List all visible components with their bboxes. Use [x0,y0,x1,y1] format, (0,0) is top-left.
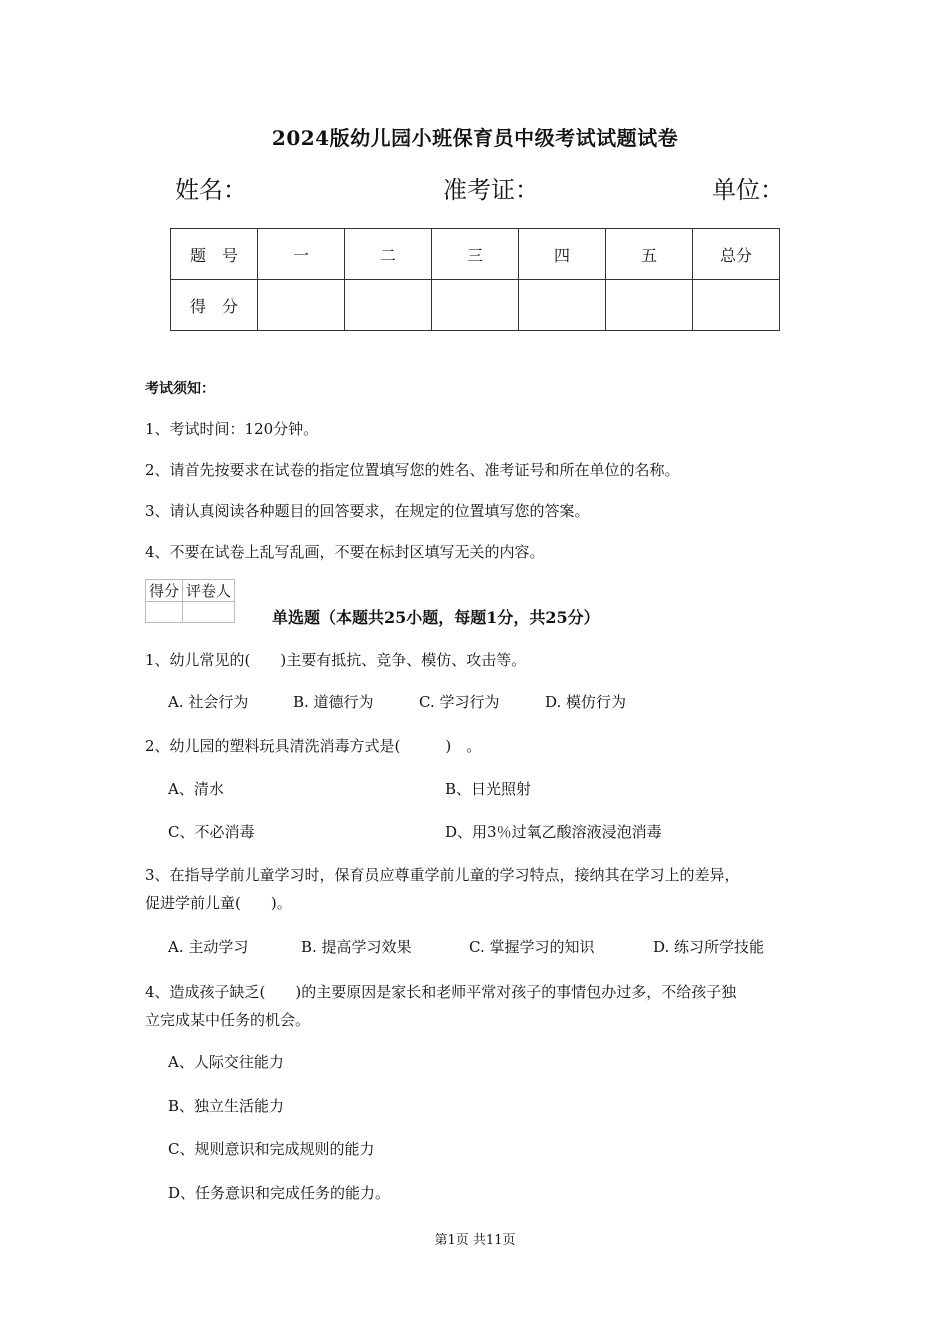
score-header-cell: 四 [519,229,606,280]
question-option[interactable]: D. 练习所学技能 [653,938,765,956]
score-header-cell: 二 [345,229,432,280]
grader-name-label: 评卷人 [183,580,235,602]
question-option[interactable]: B. 道德行为 [293,693,374,711]
notice-heading: 考试须知： [145,381,215,397]
section-title: 单选题（本题共25小题，每题1分，共25分） [272,608,600,627]
question-stem-continued: 立完成某中任务的机会。 [145,1011,311,1029]
page-footer: 第1页 共11页 [434,1233,516,1248]
question-stem: 1、幼儿常见的( )主要有抵抗、竞争、模仿、攻击等。 [145,651,527,669]
score-table [170,228,780,331]
score-cell[interactable] [345,280,432,331]
name-field-label: 姓名： [175,176,247,204]
question-option[interactable]: A. 社会行为 [168,693,249,711]
unit-field-label: 单位： [712,176,784,204]
question-stem: 3、在指导学前儿童学习时，保育员应尊重学前儿童的学习特点，接纳其在学习上的差异， [145,866,740,884]
question-option[interactable]: B. 提高学习效果 [301,938,412,956]
notice-item: 2、请首先按要求在试卷的指定位置填写您的姓名、准考证号和所在单位的名称。 [145,461,680,479]
question-stem: 4、造成孩子缺乏( )的主要原因是家长和老师平常对孩子的事情包办过多，不给孩子独 [145,983,737,1001]
notice-item: 3、请认真阅读各种题目的回答要求，在规定的位置填写您的答案。 [145,502,590,520]
score-header-cell: 总分 [693,229,780,280]
question-option[interactable]: B、日光照射 [445,780,532,798]
score-cell[interactable] [606,280,693,331]
score-table-header-row [171,229,780,280]
question-option[interactable]: C、规则意识和完成规则的能力 [168,1140,375,1158]
score-cell[interactable] [519,280,606,331]
question-stem: 2、幼儿园的塑料玩具清洗消毒方式是( ) 。 [145,737,482,755]
score-header-cell: 三 [432,229,519,280]
question-option[interactable]: C、不必消毒 [168,823,255,841]
score-cell[interactable] [693,280,780,331]
question-option[interactable]: D、任务意识和完成任务的能力。 [168,1184,391,1202]
question-stem-continued: 促进学前儿童( )。 [145,894,292,912]
question-option[interactable]: A. 主动学习 [168,938,249,956]
grader-score-label: 得分 [146,580,183,602]
score-header-cell: 题 号 [171,229,258,280]
question-option[interactable]: A、人际交往能力 [168,1053,284,1071]
question-option[interactable]: C. 掌握学习的知识 [469,938,595,956]
score-cell[interactable] [432,280,519,331]
score-row-label: 得 分 [171,280,258,331]
question-option[interactable]: D、用3％过氧乙酸溶液浸泡消毒 [445,823,662,841]
page-title: 2024版幼儿园小班保育员中级考试试题试卷 [271,126,679,150]
notice-item: 4、不要在试卷上乱写乱画，不要在标封区填写无关的内容。 [145,543,545,561]
grader-score-cell[interactable] [146,602,183,623]
notice-item: 1、考试时间：120分钟。 [145,420,319,438]
score-table-score-row [171,280,780,331]
grader-name-cell[interactable] [183,602,235,623]
question-option[interactable]: B、独立生活能力 [168,1097,285,1115]
question-option[interactable]: A、清水 [168,780,224,798]
exam-id-field-label: 准考证： [443,176,539,204]
score-cell[interactable] [258,280,345,331]
question-option[interactable]: C. 学习行为 [419,693,500,711]
score-header-cell: 一 [258,229,345,280]
grader-box [145,579,235,623]
score-header-cell: 五 [606,229,693,280]
question-option[interactable]: D. 模仿行为 [545,693,627,711]
